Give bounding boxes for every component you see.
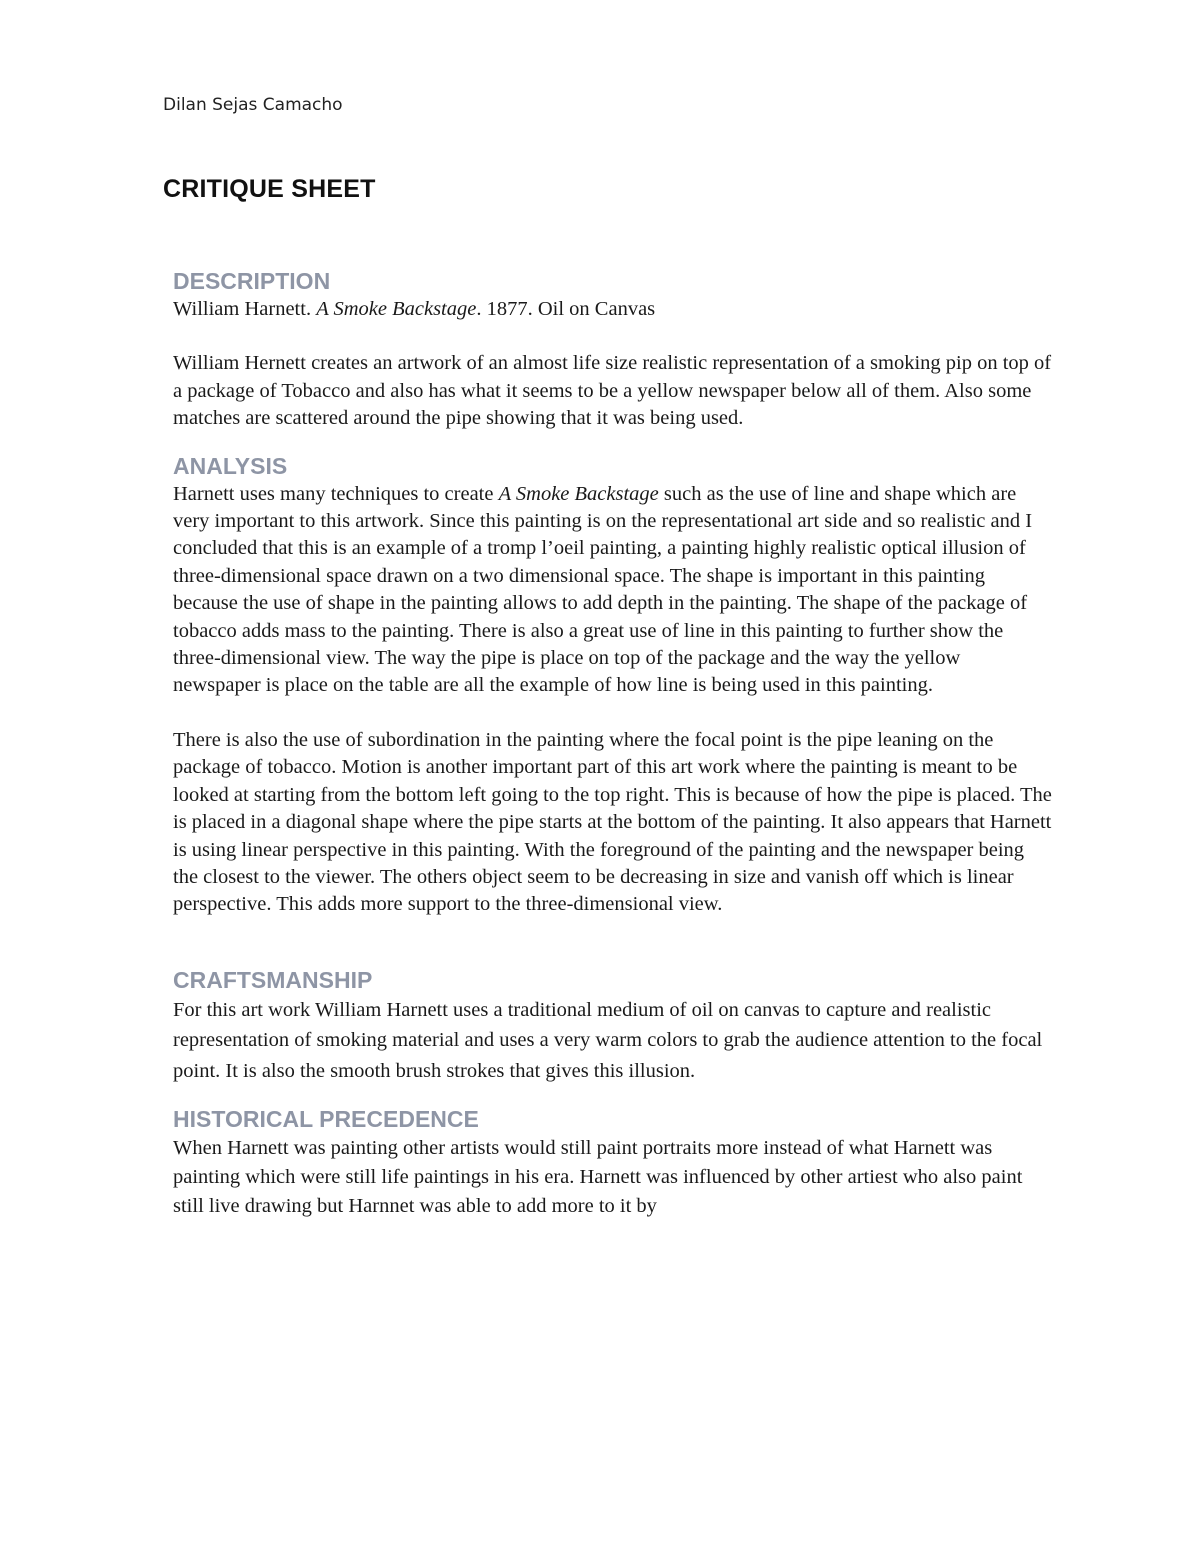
citation-artwork-title: A Smoke Backstage (316, 298, 477, 320)
document-body (173, 266, 1053, 1221)
citation-year: . 1877. (476, 298, 533, 320)
citation-artist: William Harnett. (173, 298, 312, 320)
analysis-heading: ANALYSIS (173, 452, 288, 479)
description-paragraph: William Hernett creates an artwork of an almost life size realistic representation of a smoking pip on top of a package of Tobacco and also has what it seems to be a yellow newspaper below all of them. Also some matches are scattered around the pipe showing that it was being used. (173, 352, 1052, 430)
citation-medium: Oil on Canvas (537, 298, 656, 320)
author-name: Dilan Sejas Camacho (163, 95, 343, 115)
craftsmanship-section (173, 965, 1053, 1087)
analysis-p1-text-start: Harnett uses many techniques to create (173, 482, 494, 505)
historical-paragraph: When Harnett was painting other artists would still paint portraits more instead of what Harnett was painting which were still life paintings in his era. Harnett was influenced by other artiest who also paint still live drawing but Harnnet was able to add more to it by (173, 1137, 1023, 1218)
analysis-paragraph-1 (173, 481, 1053, 700)
analysis-paragraph-2: There is also the use of subordination in the painting where the focal point is the pipe leaning on the package of tobacco. Motion is another important part of this art work where the painting is meant to be looked at starting from the bottom left going to the top right. This is because of how the pipe is placed. The is placed in a diagonal shape where the pipe starts at the bottom of the painting. It also appears that Harnett is using linear perspective in this painting. With the foreground of the painting and the newspaper being the closest to the viewer. The others object seem to be decreasing in size and vanish off which is linear perspective. This adds more support to the three-dimensional view. (173, 728, 1052, 916)
analysis-p1-text-end: such as the use of line and shape which are very important to this artwork. Since this painting is on the representational art side and so realistic and I concluded that this is an example of a tromp l’oeil painting, a painting highly realistic optical illusion of three-dimensional space drawn on a two dimensional space. The shape is important in this painting because the use of shape in the painting allows to add depth in the painting. The shape of the package of tobacco adds mass to the painting. There is also a great use of line in this painting to further show the three-dimensional view. The way the pipe is place on top of the package and the way the yellow newspaper is place on the table are all the example of how line is being used in this painting. (173, 482, 1033, 697)
historical-section (173, 1104, 1053, 1221)
craftsmanship-paragraph: For this art work William Harnett uses a traditional medium of oil on canvas to capture and realistic representation of smoking material and uses a very warm colors to grab the audience attention to the focal point. It is also the smooth brush strokes that gives this illusion. (173, 998, 1043, 1082)
historical-heading: HISTORICAL PRECEDENCE (173, 1106, 479, 1133)
artwork-citation (173, 296, 1053, 323)
description-section (173, 266, 1053, 433)
craftsmanship-heading: CRAFTSMANSHIP (173, 966, 373, 993)
analysis-p1-artwork-title: A Smoke Backstage (498, 482, 659, 505)
description-heading: DESCRIPTION (173, 268, 331, 294)
page-title: CRITIQUE SHEET (163, 175, 376, 203)
analysis-section (173, 451, 1053, 919)
